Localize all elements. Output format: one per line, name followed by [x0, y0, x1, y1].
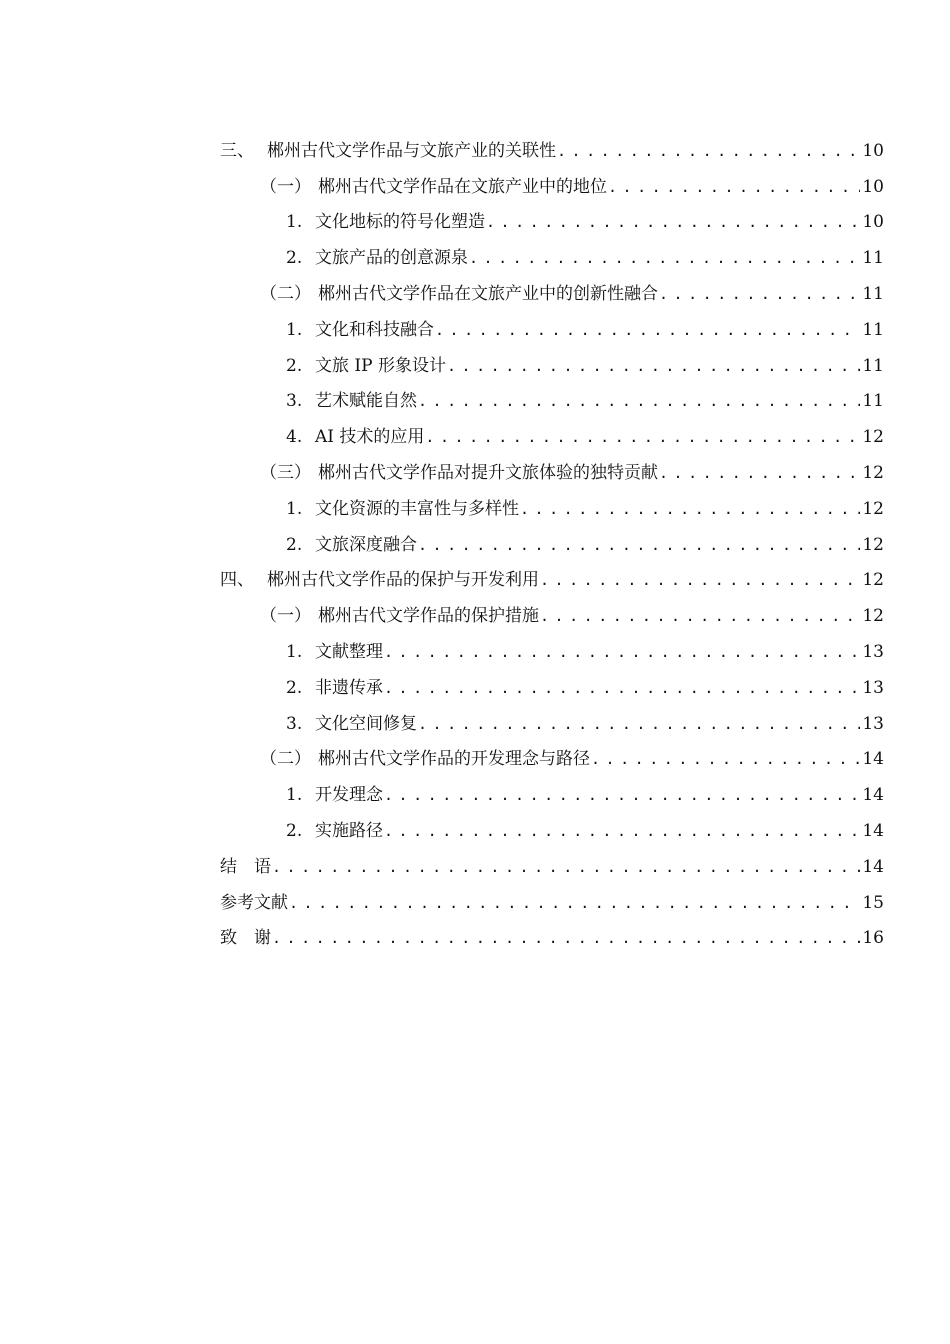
toc-entry-number: 2.: [286, 534, 303, 555]
toc-entry-page: 15: [862, 892, 884, 913]
toc-entry[interactable]: [220, 527, 884, 563]
toc-dot-leader: [272, 857, 860, 877]
toc-dot-leader: [384, 785, 860, 805]
toc-dot-leader: [540, 570, 860, 590]
toc-entry[interactable]: [220, 133, 884, 169]
toc-entry-page: 12: [862, 606, 884, 627]
toc-entry[interactable]: [220, 348, 884, 384]
toc-entry[interactable]: [220, 742, 884, 778]
toc-entry[interactable]: [220, 455, 884, 491]
toc-entry-number: （二）: [260, 284, 311, 305]
toc-entry[interactable]: [220, 169, 884, 205]
toc-dot-leader: [540, 606, 860, 626]
toc-entry-title: 文化资源的丰富性与多样性: [315, 498, 519, 519]
toc-entry-page: 14: [862, 749, 884, 770]
toc-dot-leader: [659, 463, 860, 483]
toc-entry-number: 2.: [286, 248, 303, 269]
toc-dot-leader: [486, 212, 860, 232]
toc-entry-number: 4.: [286, 427, 303, 448]
toc-entry[interactable]: [220, 921, 884, 957]
toc-entry-number: 3.: [286, 391, 303, 412]
toc-entry[interactable]: [220, 384, 884, 420]
toc-entry-title: 郴州古代文学作品的保护与开发利用: [267, 570, 539, 591]
toc-entry[interactable]: [220, 777, 884, 813]
toc-entry-page: 11: [862, 319, 884, 340]
toc-entry-number: （一）: [260, 176, 311, 197]
toc-entry-page: 13: [862, 677, 884, 698]
toc-entry-number: 三、: [220, 140, 254, 161]
toc-entry-title: 郴州古代文学作品在文旅产业中的创新性融合: [318, 284, 658, 305]
toc-dot-leader: [557, 141, 860, 161]
toc-entry-page: 12: [862, 534, 884, 555]
toc-entry-number: 2.: [286, 821, 303, 842]
toc-entry[interactable]: [220, 706, 884, 742]
toc-dot-leader: [435, 320, 860, 340]
toc-dot-leader: [469, 248, 860, 268]
toc-entry-title: 结 语: [220, 856, 271, 877]
toc-entry-page: 14: [862, 821, 884, 842]
toc-entry-page: 13: [862, 642, 884, 663]
toc-entry[interactable]: [220, 813, 884, 849]
toc-entry-title: 郴州古代文学作品与文旅产业的关联性: [267, 140, 556, 161]
toc-entry[interactable]: [220, 312, 884, 348]
toc-entry-title: AI 技术的应用: [315, 427, 425, 448]
toc-entry[interactable]: [220, 885, 884, 921]
toc-dot-leader: [418, 714, 860, 734]
toc-entry-number: 2.: [286, 677, 303, 698]
toc-dot-leader: [384, 678, 860, 698]
toc-entry-number: 1.: [286, 319, 303, 340]
toc-entry-number: 四、: [220, 570, 254, 591]
toc-dot-leader: [418, 535, 860, 555]
toc-entry-page: 13: [862, 713, 884, 734]
toc-dot-leader: [384, 642, 860, 662]
toc-entry-number: 1.: [286, 785, 303, 806]
toc-dot-leader: [272, 928, 860, 948]
toc-entry-title: 郴州古代文学作品的保护措施: [318, 606, 539, 627]
toc-entry-page: 14: [862, 785, 884, 806]
toc-entry-title: 非遗传承: [315, 677, 383, 698]
toc-entry-title: 郴州古代文学作品在文旅产业中的地位: [318, 176, 607, 197]
toc-entry[interactable]: [220, 491, 884, 527]
toc-entry-page: 11: [862, 355, 884, 376]
toc-dot-leader: [418, 391, 860, 411]
toc-dot-leader: [520, 499, 860, 519]
toc-entry-title: 郴州古代文学作品的开发理念与路径: [318, 749, 590, 770]
toc-entry-number: 1.: [286, 498, 303, 519]
toc-dot-leader: [447, 356, 860, 376]
toc-entry-title: 参考文献: [220, 892, 288, 913]
toc-entry-page: 10: [862, 176, 884, 197]
toc-entry[interactable]: [220, 849, 884, 885]
toc-entry[interactable]: [220, 240, 884, 276]
toc-dot-leader: [289, 893, 860, 913]
toc-entry-title: 文化空间修复: [315, 713, 417, 734]
toc-entry-page: 11: [862, 284, 884, 305]
toc-entry-title: 文化地标的符号化塑造: [315, 212, 485, 233]
toc-entry-title: 文旅深度融合: [315, 534, 417, 555]
toc-entry-number: 1.: [286, 642, 303, 663]
toc-entry-number: （一）: [260, 606, 311, 627]
toc-entry[interactable]: [220, 563, 884, 599]
toc-entry-page: 11: [862, 248, 884, 269]
toc-entry-number: （二）: [260, 749, 311, 770]
toc-entry-title: 郴州古代文学作品对提升文旅体验的独特贡献: [318, 463, 658, 484]
toc-entry-number: 3.: [286, 713, 303, 734]
toc-entry[interactable]: [220, 634, 884, 670]
toc-entry-page: 14: [862, 856, 884, 877]
toc-entry-title: 艺术赋能自然: [315, 391, 417, 412]
toc-entry[interactable]: [220, 419, 884, 455]
toc-entry[interactable]: [220, 670, 884, 706]
toc-entry-title: 文旅 IP 形象设计: [315, 355, 446, 376]
toc-entry[interactable]: [220, 276, 884, 312]
toc-entry-title: 文旅产品的创意源泉: [315, 248, 468, 269]
toc-entry-page: 10: [862, 212, 884, 233]
toc-entry-page: 12: [862, 427, 884, 448]
toc-entry-page: 12: [862, 570, 884, 591]
toc-entry-title: 致 谢: [220, 928, 271, 949]
toc-entry-page: 10: [862, 140, 884, 161]
toc-dot-leader: [384, 821, 860, 841]
toc-entry-page: 12: [862, 498, 884, 519]
table-of-contents: [220, 133, 884, 956]
toc-dot-leader: [659, 284, 860, 304]
toc-entry-title: 文化和科技融合: [315, 319, 434, 340]
toc-entry-page: 12: [862, 463, 884, 484]
toc-dot-leader: [425, 427, 860, 447]
toc-entry[interactable]: [220, 598, 884, 634]
toc-entry-title: 文献整理: [315, 642, 383, 663]
toc-dot-leader: [608, 177, 860, 197]
toc-entry-number: 2.: [286, 355, 303, 376]
toc-entry[interactable]: [220, 205, 884, 241]
toc-entry-page: 16: [862, 928, 884, 949]
toc-entry-page: 11: [862, 391, 884, 412]
toc-entry-title: 实施路径: [315, 821, 383, 842]
toc-dot-leader: [591, 749, 860, 769]
toc-entry-number: 1.: [286, 212, 303, 233]
toc-entry-number: （三）: [260, 463, 311, 484]
toc-entry-title: 开发理念: [315, 785, 383, 806]
